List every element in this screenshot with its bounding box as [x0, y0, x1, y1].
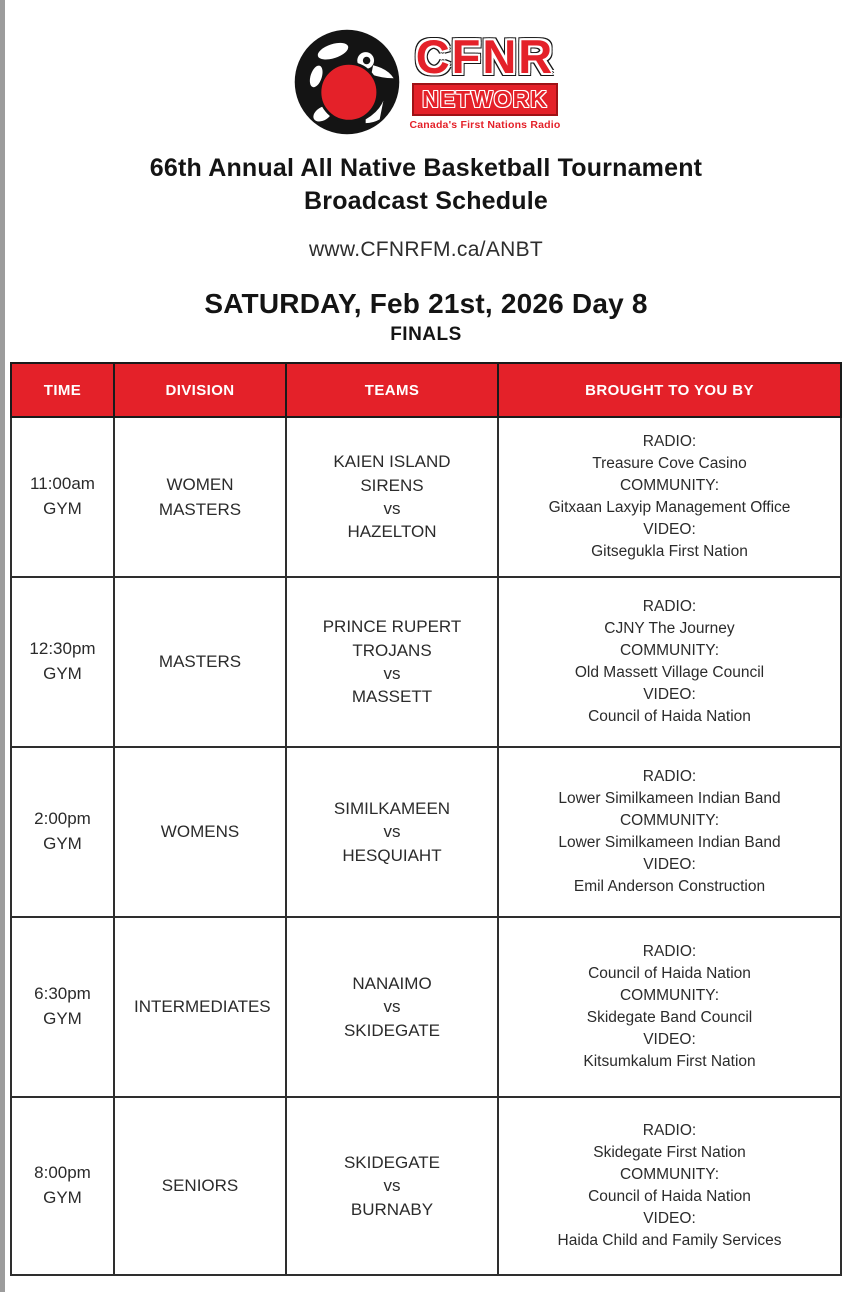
site-url: www.CFNRFM.ca/ANBT: [308, 238, 544, 261]
video-sponsor: Haida Child and Family Services: [557, 1232, 782, 1249]
video-label: VIDEO:: [643, 1031, 696, 1048]
community-sponsor: Gitxaan Laxyip Management Office: [548, 499, 791, 516]
vs-label: vs: [383, 664, 401, 683]
teams-cell: [286, 917, 498, 1097]
vs-label: vs: [383, 499, 401, 518]
radio-label: RADIO:: [642, 598, 697, 615]
division-cell: [114, 1097, 286, 1275]
vs-label: vs: [383, 822, 401, 842]
team2-name: SKIDEGATE: [343, 1020, 441, 1040]
brand-name: CFNR: [415, 30, 555, 83]
team1-name: SIMILKAMEEN: [333, 798, 451, 818]
team1-name: NANAIMO: [352, 973, 432, 993]
time-value: 8:00pm: [34, 1163, 91, 1183]
venue-value: GYM: [43, 664, 82, 683]
network-badge-label: NETWORK: [422, 86, 548, 112]
schedule-row: [11, 417, 841, 577]
column-header-division: DIVISION: [114, 363, 286, 417]
community-sponsor: Council of Haida Nation: [588, 1188, 751, 1205]
venue-value: GYM: [43, 1009, 82, 1028]
page-title-line1: 66th Annual All Native Basketball Tournament: [149, 154, 703, 182]
team1-name: SKIDEGATE: [343, 1152, 441, 1172]
radio-label: RADIO:: [642, 1122, 697, 1139]
brought-cell: [498, 577, 841, 747]
video-label: VIDEO:: [643, 686, 696, 703]
venue-value: GYM: [43, 499, 82, 518]
community-sponsor: Skidegate Band Council: [586, 1009, 753, 1026]
radio-label: RADIO:: [642, 433, 697, 450]
time-value: 2:00pm: [34, 809, 91, 829]
logo-text: [409, 30, 561, 131]
video-label: VIDEO:: [643, 1210, 696, 1227]
time-cell: [11, 917, 114, 1097]
team2-name: BURNABY: [350, 1199, 434, 1219]
page-edge-strip: [0, 0, 5, 1292]
community-label: COMMUNITY:: [619, 812, 720, 829]
venue-value: GYM: [43, 834, 82, 853]
schedule-row: [11, 577, 841, 747]
column-header-brought-to-you-by: BROUGHT TO YOU BY: [498, 363, 841, 417]
time-value: 12:30pm: [29, 639, 96, 659]
time-cell: [11, 1097, 114, 1275]
time-cell: [11, 577, 114, 747]
video-sponsor: Emil Anderson Construction: [573, 878, 766, 895]
column-header-teams: TEAMS: [286, 363, 498, 417]
page-title-line2: Broadcast Schedule: [304, 187, 548, 215]
division-value: WOMEN MASTERS: [158, 474, 242, 519]
team1-name: KAIEN ISLAND SIRENS: [333, 452, 451, 495]
radio-sponsor: CJNY The Journey: [604, 620, 735, 637]
video-sponsor: Gitsegukla First Nation: [591, 543, 748, 560]
radio-label: RADIO:: [642, 943, 697, 960]
time-value: 11:00am: [30, 474, 95, 494]
division-value: SENIORS: [161, 1176, 239, 1196]
teams-cell: [286, 1097, 498, 1275]
community-label: COMMUNITY:: [619, 1166, 720, 1183]
eagle-formline-icon: [291, 26, 403, 138]
division-value: INTERMEDIATES: [134, 997, 271, 1017]
video-sponsor: Council of Haida Nation: [588, 708, 751, 725]
time-cell: [11, 747, 114, 917]
column-header-time: TIME: [11, 363, 114, 417]
time-value: 6:30pm: [34, 984, 91, 1004]
round-label: FINALS: [390, 324, 462, 345]
community-sponsor: Lower Similkameen Indian Band: [558, 834, 781, 851]
brought-cell: [498, 417, 841, 577]
team1-name: PRINCE RUPERT TROJANS: [322, 617, 462, 660]
teams-cell: [286, 417, 498, 577]
division-cell: [114, 917, 286, 1097]
radio-label: RADIO:: [642, 768, 697, 785]
brought-cell: [498, 917, 841, 1097]
brought-cell: [498, 747, 841, 917]
video-label: VIDEO:: [643, 856, 696, 873]
schedule-row: [11, 917, 841, 1097]
division-cell: [114, 747, 286, 917]
vs-label: vs: [383, 997, 401, 1017]
network-badge: [412, 83, 558, 116]
video-label: VIDEO:: [643, 521, 696, 538]
vs-label: vs: [383, 1176, 401, 1196]
teams-cell: [286, 747, 498, 917]
table-header-row: [11, 363, 841, 417]
radio-sponsor: Lower Similkameen Indian Band: [558, 790, 781, 807]
community-sponsor: Old Massett Village Council: [574, 664, 765, 681]
radio-sponsor: Council of Haida Nation: [588, 965, 751, 982]
division-value: MASTERS: [158, 652, 242, 672]
division-cell: [114, 577, 286, 747]
team2-name: HESQUIAHT: [342, 845, 442, 865]
teams-cell: [286, 577, 498, 747]
radio-sponsor: Skidegate First Nation: [593, 1144, 746, 1161]
division-value: WOMENS: [160, 822, 240, 842]
brought-cell: [498, 1097, 841, 1275]
schedule-row: [11, 1097, 841, 1275]
team2-name: HAZELTON: [347, 522, 437, 542]
division-cell: [114, 417, 286, 577]
community-label: COMMUNITY:: [619, 987, 720, 1004]
community-label: COMMUNITY:: [619, 477, 720, 494]
community-label: COMMUNITY:: [619, 642, 720, 659]
time-cell: [11, 417, 114, 577]
schedule-row: [11, 747, 841, 917]
video-sponsor: Kitsumkalum First Nation: [583, 1053, 756, 1070]
logo-tagline: Canada's First Nations Radio: [409, 119, 561, 131]
page-title: [0, 152, 852, 218]
team2-name: MASSETT: [351, 687, 433, 707]
venue-value: GYM: [43, 1188, 82, 1207]
schedule-table: [10, 362, 842, 1276]
radio-sponsor: Treasure Cove Casino: [592, 455, 747, 472]
date-heading: SATURDAY, Feb 21st, 2026 Day 8: [204, 288, 648, 319]
cfnr-logo: [0, 26, 852, 138]
